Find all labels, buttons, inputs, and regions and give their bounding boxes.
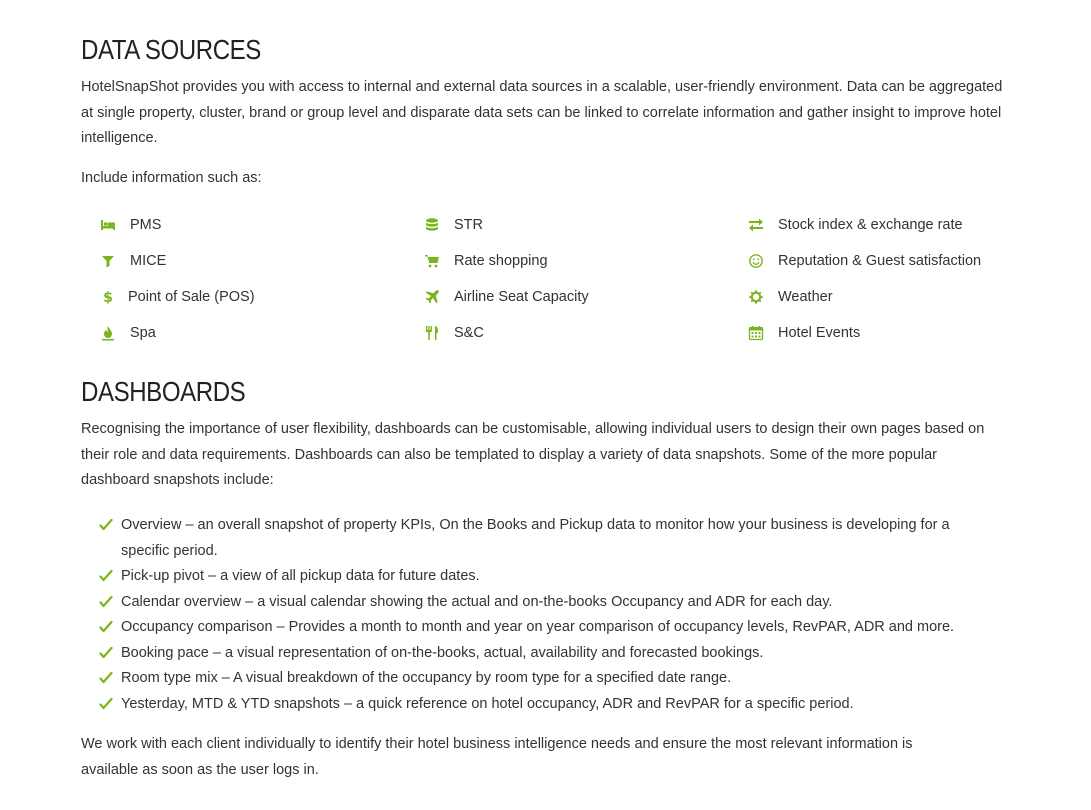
- list-item: [99, 513, 999, 564]
- check-icon: [99, 595, 113, 609]
- exchange-icon: [747, 216, 765, 234]
- smile-icon: [747, 252, 765, 270]
- plane-icon: [423, 288, 441, 306]
- data-source-item: [747, 316, 860, 350]
- data-source-item: [423, 244, 548, 278]
- data-source-label: Point of Sale (POS): [128, 289, 255, 305]
- data-source-label: Rate shopping: [454, 253, 548, 269]
- data-source-item: [99, 280, 255, 314]
- data-source-label: Hotel Events: [778, 325, 861, 341]
- dollar-icon: [99, 288, 117, 306]
- filter-icon: [99, 252, 117, 270]
- data-source-label: Airline Seat Capacity: [454, 289, 589, 305]
- data-source-item: [423, 208, 483, 242]
- check-icon: [99, 518, 113, 532]
- data-source-item: [99, 316, 156, 350]
- data-source-label: Stock index & exchange rate: [778, 217, 963, 233]
- list-item: [99, 615, 999, 641]
- list-item-text: Yesterday, MTD & YTD snapshots – a quick reference on hotel occupancy, ADR and RevPAR for a specific period.: [121, 695, 854, 712]
- data-source-label: MICE: [130, 253, 167, 269]
- list-item: [99, 692, 999, 718]
- list-item: [99, 666, 999, 692]
- data-source-label: Weather: [778, 289, 833, 305]
- calendar-icon: [747, 324, 765, 342]
- data-source-label: Reputation & Guest satisfaction: [778, 253, 982, 269]
- database-icon: [423, 216, 441, 234]
- data-source-item: [423, 316, 484, 350]
- check-icon: [99, 697, 113, 711]
- check-icon: [99, 620, 113, 634]
- data-source-item: [99, 208, 161, 242]
- list-item-text: Booking pace – a visual representation of on-the-books, actual, availability and forecasted bookings.: [121, 644, 764, 661]
- data-source-item: [747, 280, 833, 314]
- data-source-label: STR: [454, 217, 483, 233]
- data-source-label: PMS: [130, 217, 162, 233]
- check-icon: [99, 671, 113, 685]
- data-sources-heading: DATA SOURCES: [81, 34, 261, 65]
- data-source-label: Spa: [130, 325, 156, 341]
- dashboards-heading: DASHBOARDS: [81, 376, 246, 407]
- data-sources-paragraph: HotelSnapShot provides you with access to internal and external data sources in a scalable, user-friendly environment. Data can be aggregated at single property, cluster, brand or group level and disparate data sets can be linked to correlate information and gather insight to improve hotel intelligence.: [81, 79, 1003, 146]
- data-source-item: [99, 244, 166, 278]
- sun-icon: [747, 288, 765, 306]
- closing-paragraph: We work with each client individually to identify their hotel business intelligence needs and ensure the most relevant information is available as soon as the user logs in.: [81, 736, 913, 778]
- list-item: [99, 590, 999, 616]
- check-icon: [99, 646, 113, 660]
- dashboard-snapshot-list: [99, 513, 999, 717]
- flame-icon: [99, 324, 117, 342]
- list-item-text: Occupancy comparison – Provides a month to month and year on year comparison of occupancy levels, RevPAR, ADR and more.: [121, 619, 955, 635]
- shopping-cart-icon: [423, 252, 441, 270]
- list-item-text: Calendar overview – a visual calendar showing the actual and on-the-books Occupancy and ADR for each day.: [121, 593, 833, 610]
- list-item-text: Pick-up pivot – a view of all pickup data for future dates.: [121, 568, 480, 584]
- dashboards-paragraph: Recognising the importance of user flexibility, dashboards can be customisable, allowing individual users to design their own pages based on their role and data requirements. Dashboards can also be templated to display a variety of data snapshots. Some of the more popular dashboard snapshots include:: [81, 421, 985, 488]
- bed-icon: [99, 216, 117, 234]
- data-source-item: [747, 208, 963, 242]
- list-item-text: Overview – an overall snapshot of property KPIs, On the Books and Pickup data to monitor how your business is developing for a specific period.: [121, 517, 950, 559]
- data-source-label: S&C: [454, 325, 484, 341]
- data-source-item: [747, 244, 981, 278]
- include-label: Include information such as:: [81, 170, 262, 186]
- data-source-item: [423, 280, 589, 314]
- list-item: [99, 641, 999, 667]
- list-item-text: Room type mix – A visual breakdown of the occupancy by room type for a specified date range.: [121, 670, 732, 686]
- list-item: [99, 564, 999, 590]
- check-icon: [99, 569, 113, 583]
- svg-text:$: $: [103, 290, 113, 305]
- cutlery-icon: [423, 324, 441, 342]
